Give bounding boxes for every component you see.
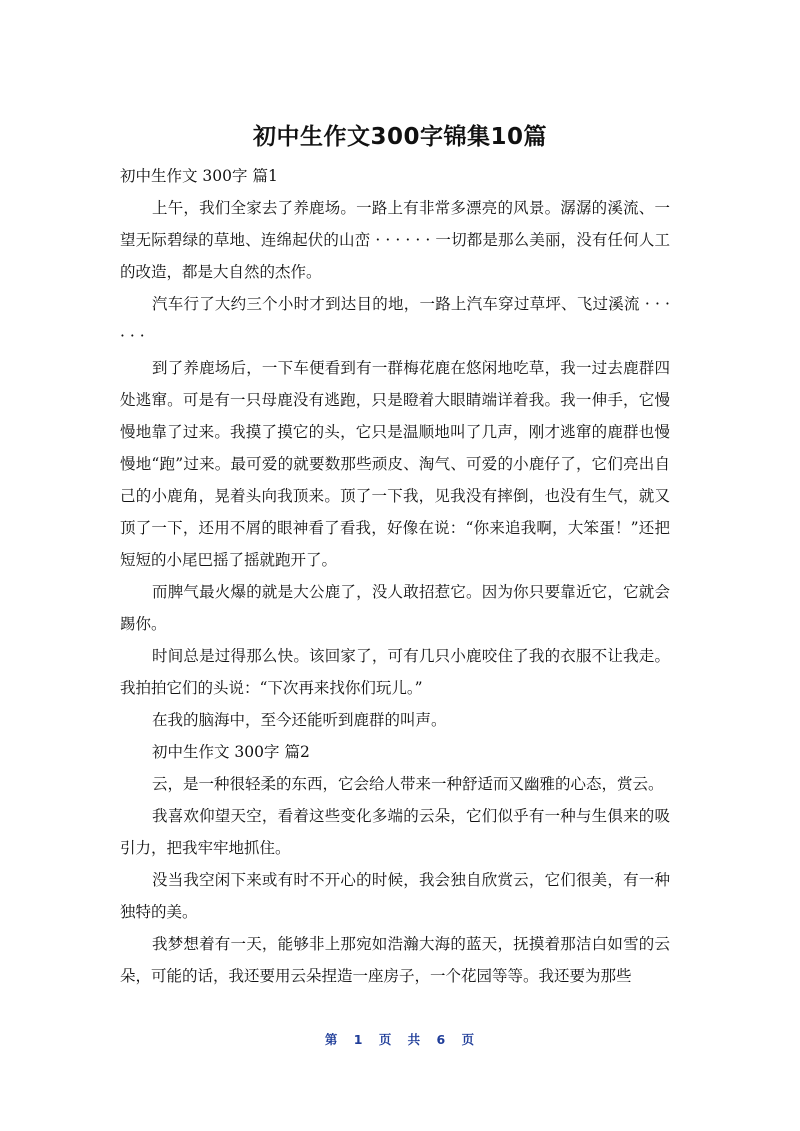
document-title: 初中生作文300字锦集10篇 xyxy=(252,124,548,150)
page-number-footer: 第 1 页 共 6 页 xyxy=(324,1032,476,1047)
paragraph: 在我的脑海中，至今还能听到鹿群的叫声。 xyxy=(152,711,447,729)
paragraph: 汽车行了大约三个小时才到达目的地，一路上汽车穿过草坪、飞过溪流 · · · · · · xyxy=(120,295,670,345)
paragraph: 到了养鹿场后，一下车便看到有一群梅花鹿在悠闲地吃草，我一过去鹿群四处逃窜。可是有一只母鹿没有逃跑，只是瞪着大眼睛端详着我。我一伸手，它慢慢地靠了过来。我摸了摸它的头，它只是温顺地叫了几声，刚才逃窜的鹿群也慢慢地“跑”过来。最可爱的就要数那些顽皮、淘气、可爱的小鹿仔了，它们亮出自己的小鹿角，晃着头向我顶来。顶了一下我，见我没有摔倒，也没有生气，就又顶了一下，还用不屑的眼神看了看我，好像在说：“你来追我啊，大笨蛋！”还把短短的小尾巴摇了摇就跑开了。 xyxy=(120,359,670,569)
paragraph: 云，是一种很轻柔的东西，它会给人带来一种舒适而又幽雅的心态，赏云。 xyxy=(152,775,664,793)
paragraph: 上午，我们全家去了养鹿场。一路上有非常多漂亮的风景。潺潺的溪流、一望无际碧绿的草地、连绵起伏的山峦 · · · · · · 一切都是那么美丽，没有任何人工的改造，都是大自然的杰作。 xyxy=(120,199,670,281)
paragraph: 时间总是过得那么快。该回家了，可有几只小鹿咬住了我的衣服不让我走。我拍拍它们的头说：“下次再来找你们玩儿。” xyxy=(120,647,670,697)
section-heading: 初中生作文 300字 篇2 xyxy=(152,743,310,761)
section-heading: 初中生作文 300字 篇1 xyxy=(120,167,278,185)
paragraph: 我喜欢仰望天空，看着这些变化多端的云朵，它们似乎有一种与生俱来的吸引力，把我牢牢地抓住。 xyxy=(120,807,670,857)
paragraph: 我梦想着有一天，能够非上那宛如浩瀚大海的蓝天，抚摸着那洁白如雪的云朵，可能的话，我还要用云朵捏造一座房子，一个花园等等。我还要为那些 xyxy=(120,935,670,985)
document-body xyxy=(120,160,670,992)
paragraph: 没当我空闲下来或有时不开心的时候，我会独自欣赏云，它们很美，有一种独特的美。 xyxy=(120,871,670,921)
paragraph: 而脾气最火爆的就是大公鹿了，没人敢招惹它。因为你只要靠近它，它就会踢你。 xyxy=(120,583,670,633)
